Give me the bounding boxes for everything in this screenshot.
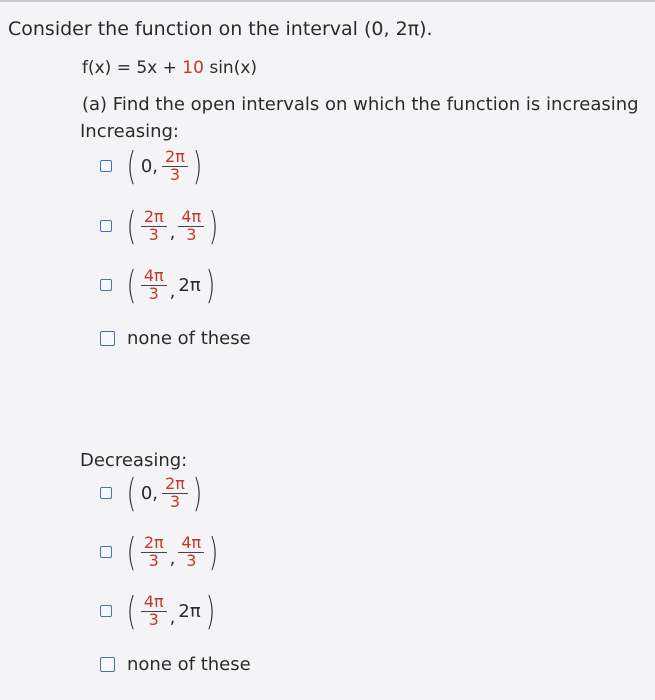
fraction: $\frac{2\pi}{3}$ [162, 476, 188, 511]
open-paren: ( [126, 589, 137, 633]
function-definition [82, 58, 257, 78]
open-paren: ( [126, 204, 137, 248]
close-paren: ) [208, 530, 219, 574]
interval-left: 0, [140, 482, 159, 504]
checkbox[interactable] [100, 657, 115, 672]
interval-left: 0, [140, 155, 159, 177]
close-paren: ) [192, 144, 203, 188]
checkbox[interactable] [100, 160, 112, 172]
comma: , [169, 221, 176, 243]
checkbox[interactable] [100, 546, 112, 558]
open-paren: ( [126, 471, 137, 515]
none-of-these-label: none of these [127, 654, 251, 675]
fraction: $\frac{4\pi}{3}$ [141, 268, 167, 303]
increasing-option-1[interactable] [100, 144, 205, 188]
checkbox[interactable] [100, 220, 112, 232]
increasing-option-3[interactable] [100, 263, 218, 307]
interval-right: 2π [178, 600, 201, 622]
close-paren: ) [205, 263, 215, 307]
increasing-option-none[interactable] [100, 328, 251, 349]
comma: , [169, 280, 176, 302]
checkbox[interactable] [100, 605, 112, 617]
comma: , [169, 606, 176, 628]
problem-intro: Consider the function on the interval (0, 2π). [8, 18, 433, 40]
checkbox[interactable] [100, 279, 112, 291]
function-lhs: f(x) = 5x + [82, 58, 183, 78]
top-divider [0, 0, 655, 2]
fraction: $\frac{2\pi}{3}$ [162, 149, 188, 184]
decreasing-option-1[interactable] [100, 471, 205, 515]
fraction-right: $\frac{4\pi}{3}$ [178, 209, 204, 244]
close-paren: ) [192, 471, 203, 515]
decreasing-option-3[interactable] [100, 589, 218, 633]
comma: , [169, 547, 176, 569]
function-coefficient: 10 [182, 58, 204, 78]
part-a-prompt: (a) Find the open intervals on which the function is increasing [82, 94, 639, 115]
increasing-option-2[interactable] [100, 204, 221, 248]
function-rhs: sin(x) [203, 58, 258, 78]
decreasing-option-2[interactable] [100, 530, 221, 574]
interval-right: 2π [178, 274, 201, 296]
checkbox[interactable] [100, 331, 115, 346]
decreasing-label: Decreasing: [80, 450, 188, 471]
close-paren: ) [205, 589, 215, 633]
open-paren: ( [126, 530, 137, 574]
decreasing-option-none[interactable] [100, 654, 251, 675]
close-paren: ) [208, 204, 219, 248]
none-of-these-label: none of these [127, 328, 251, 349]
increasing-label: Increasing: [80, 121, 179, 142]
open-paren: ( [126, 144, 137, 188]
fraction-left: $\frac{2\pi}{3}$ [141, 209, 167, 244]
fraction: $\frac{4\pi}{3}$ [141, 594, 167, 629]
checkbox[interactable] [100, 487, 112, 499]
fraction-left: $\frac{2\pi}{3}$ [141, 535, 167, 570]
open-paren: ( [126, 263, 137, 307]
fraction-right: $\frac{4\pi}{3}$ [178, 535, 204, 570]
